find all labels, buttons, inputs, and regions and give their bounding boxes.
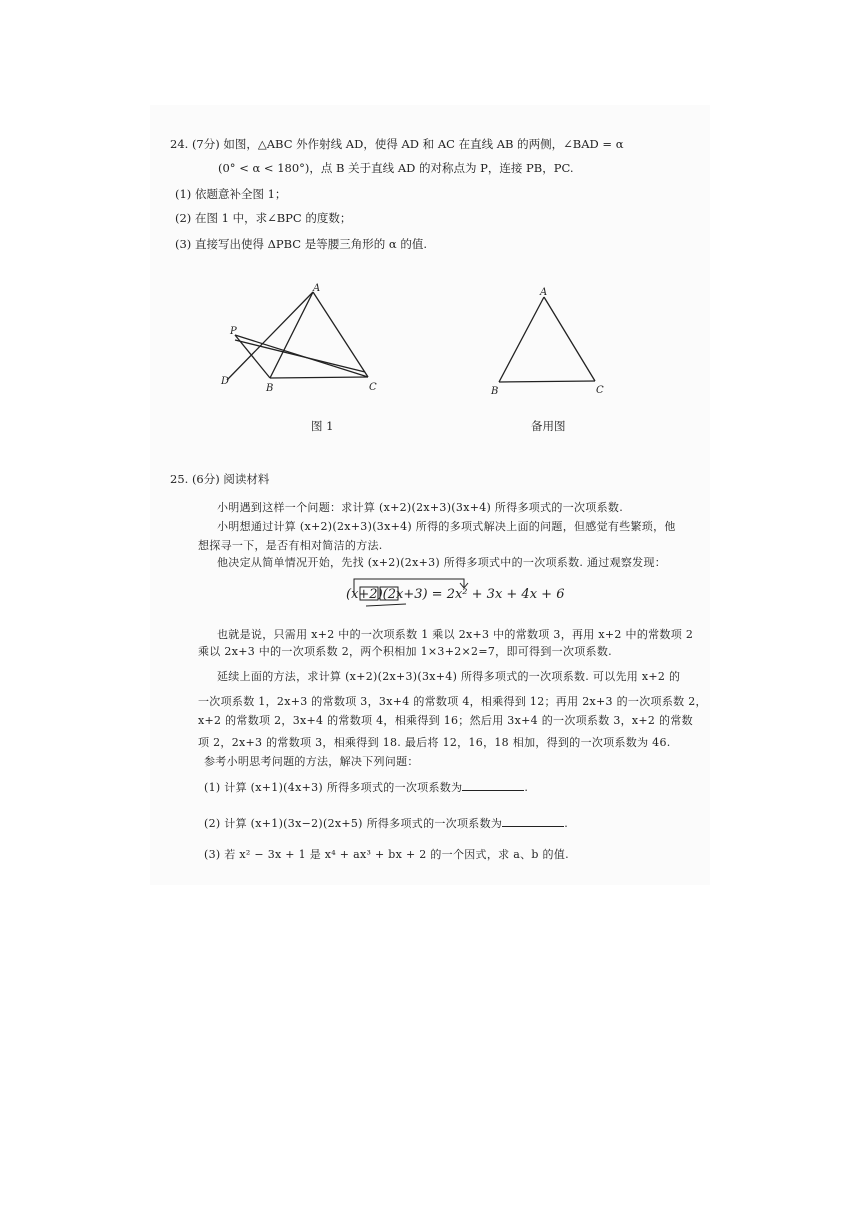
q25-para-3: 想探寻一下，是否有相对简洁的方法. xyxy=(198,539,383,552)
label-d: D xyxy=(221,376,230,387)
q24-sub1: (1) 依题意补全图 1； xyxy=(175,187,287,201)
label-b: B xyxy=(266,383,274,394)
figure-1-caption: 图 1 xyxy=(311,419,334,433)
label-c: C xyxy=(369,382,377,393)
q25-para-8: 一次项系数 1，2x+3 的常数项 3，3x+4 的常数项 4，相乘得到 12；再用 2x+3 的一次项系数 2， xyxy=(198,695,707,708)
side-ac xyxy=(313,292,368,377)
q24-sub2: (2) 在图 1 中，求∠BPC 的度数； xyxy=(175,211,352,225)
q25-para-4: 他决定从简单情况开始，先找 (x+2)(2x+3) 所得多项式中的一次项系数. 通过观察发现： xyxy=(217,556,667,569)
label-a: A xyxy=(313,283,321,294)
side-bc xyxy=(270,377,368,378)
q25-title: 25. (6分) 阅读材料 xyxy=(170,472,270,486)
figure-spare xyxy=(485,285,610,400)
q25-sub1 xyxy=(204,780,528,796)
formula-example: (x+2)(2x+3) = 2x² + 3x + 4x + 6 xyxy=(346,587,565,602)
q25-sub2-text: (2) 计算 (x+1)(3x−2)(2x+5) 所得多项式的一次项系数为 xyxy=(204,817,503,830)
side-ab xyxy=(270,292,313,378)
label-p: P xyxy=(230,326,237,337)
q25-sub1-text: (1) 计算 (x+1)(4x+3) 所得多项式的一次项系数为 xyxy=(204,781,463,794)
q25-para-9: x+2 的常数项 2，3x+4 的常数项 4，相乘得到 16；然后用 3x+4 的一次项系数 3，x+2 的常数 xyxy=(198,714,693,727)
q25-para-6: 乘以 2x+3 中的一次项系数 2，两个积相加 1×3+2×2=7，即可得到一次项系数. xyxy=(198,645,612,658)
answer-blank-1[interactable] xyxy=(462,780,524,791)
q24-stem-line2: (0° < α < 180°)，点 B 关于直线 AD 的对称点为 P，连接 PB，PC. xyxy=(218,161,574,175)
q25-para-1: 小明遇到这样一个问题：求计算 (x+2)(2x+3)(3x+4) 所得多项式的一次项系数. xyxy=(217,501,623,514)
q25-sub1-period: . xyxy=(524,781,529,794)
figure-1 xyxy=(215,280,380,400)
spare-label-b: B xyxy=(491,386,499,397)
q25-para-5: 也就是说，只需用 x+2 中的一次项系数 1 乘以 2x+3 中的常数项 3，再用 x+2 中的常数项 2 xyxy=(217,628,694,641)
q25-sub2-period: . xyxy=(564,817,568,830)
figure-spare-caption: 备用图 xyxy=(531,419,566,433)
spare-label-a: A xyxy=(540,287,548,298)
spare-label-c: C xyxy=(596,385,604,396)
q24-sub3: (3) 直接写出使得 ΔPBC 是等腰三角形的 α 的值. xyxy=(175,237,427,251)
q25-sub2 xyxy=(204,816,568,832)
q25-para-10: 项 2，2x+3 的常数项 3，相乘得到 18. 最后将 12，16，18 相加，得到的一次项系数为 46. xyxy=(198,736,671,749)
q25-para-7: 延续上面的方法，求计算 (x+2)(2x+3)(3x+4) 所得多项式的一次项系数. 可以先用 x+2 的 xyxy=(217,670,681,683)
q25-sub3: (3) 若 x² − 3x + 1 是 x⁴ + ax³ + bx + 2 的一个因式，求 a、b 的值. xyxy=(204,848,569,861)
answer-blank-2[interactable] xyxy=(502,816,564,827)
q25-para-2: 小明想通过计算 (x+2)(2x+3)(3x+4) 所得的多项式解决上面的问题，但感觉有些繁琐，他 xyxy=(217,520,676,533)
extra-line xyxy=(235,340,365,372)
q24-stem-line1: 24. (7分) 如图，△ABC 外作射线 AD，使得 AD 和 AC 在直线 AB 的两侧，∠BAD = α xyxy=(170,137,624,151)
q25-para-11: 参考小明思考问题的方法，解决下列问题： xyxy=(204,755,419,768)
